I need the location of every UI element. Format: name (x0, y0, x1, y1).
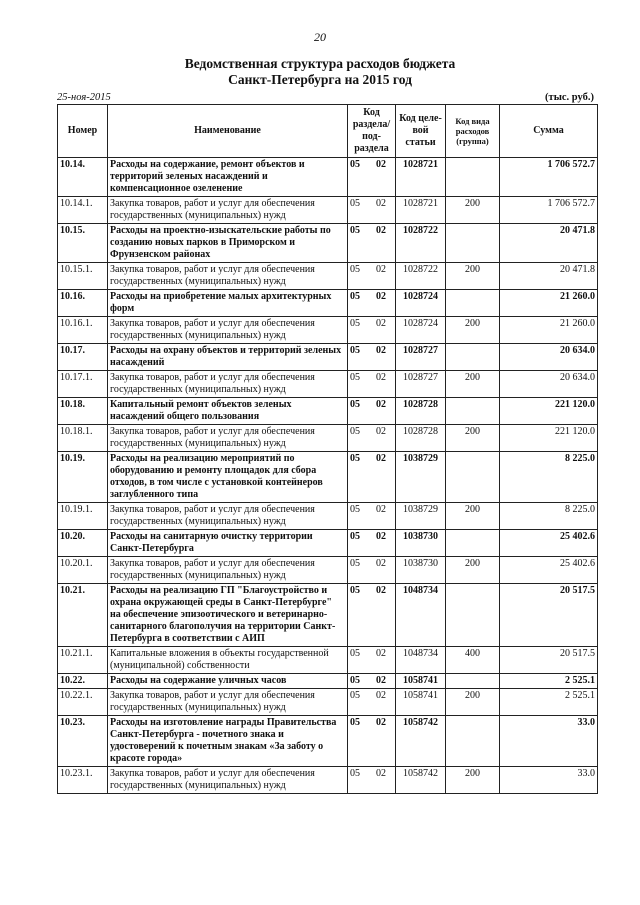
row-name: Закупка товаров, работ и услуг для обеспечения государственных (муниципальных) нужд (108, 425, 348, 452)
header-article-code: Код целе- вой статьи (396, 105, 446, 158)
row-number: 10.14.1. (58, 197, 108, 224)
row-section-code (348, 158, 396, 197)
row-expense-type (446, 158, 500, 197)
row-number: 10.14. (58, 158, 108, 197)
row-article-code: 1028724 (396, 317, 446, 344)
page-number: 20 (314, 30, 326, 44)
row-name: Расходы на приобретение малых архитектурных форм (108, 290, 348, 317)
row-sum: 2 525.1 (500, 689, 598, 716)
row-expense-type: 200 (446, 557, 500, 584)
row-sum: 20 517.5 (500, 584, 598, 647)
row-number: 10.21. (58, 584, 108, 647)
row-name: Закупка товаров, работ и услуг для обеспечения государственных (муниципальных) нужд (108, 263, 348, 290)
row-name: Закупка товаров, работ и услуг для обеспечения государственных (муниципальных) нужд (108, 317, 348, 344)
units-label: (тыс. руб.) (545, 92, 594, 103)
title-line-2: Санкт-Петербурга на 2015 год (228, 72, 412, 87)
subsection-code: 02 (376, 372, 386, 383)
row-article-code: 1028724 (396, 290, 446, 317)
row-name: Расходы на реализацию ГП "Благоустройство и охрана окружающей среды в Санкт-Петербурге" на обеспечение эпизоотического и ветеринарно-санитарного благополучия на территории Санкт-Петербурга в соответствии с АИП (108, 584, 348, 647)
row-expense-type: 200 (446, 767, 500, 794)
row-name: Закупка товаров, работ и услуг для обеспечения государственных (муниципальных) нужд (108, 689, 348, 716)
row-sum: 25 402.6 (500, 530, 598, 557)
row-section-code (348, 689, 396, 716)
subsection-code: 02 (376, 675, 386, 686)
row-sum: 33.0 (500, 767, 598, 794)
row-expense-type (446, 452, 500, 503)
row-sum: 20 634.0 (500, 371, 598, 398)
section-code: 05 (350, 558, 360, 569)
subsection-code: 02 (376, 504, 386, 515)
section-code: 05 (350, 648, 360, 659)
row-expense-type: 200 (446, 371, 500, 398)
table-row (58, 557, 598, 584)
row-section-code (348, 290, 396, 317)
row-number: 10.23. (58, 716, 108, 767)
section-code: 05 (350, 264, 360, 275)
row-number: 10.15. (58, 224, 108, 263)
row-expense-type (446, 224, 500, 263)
row-sum: 20 471.8 (500, 224, 598, 263)
row-sum: 20 517.5 (500, 647, 598, 674)
row-sum: 8 225.0 (500, 503, 598, 530)
header-expense-type: Код вида расходов (группа) (446, 105, 500, 158)
section-code: 05 (350, 453, 360, 464)
row-expense-type (446, 716, 500, 767)
row-article-code: 1038729 (396, 503, 446, 530)
row-article-code: 1028722 (396, 224, 446, 263)
row-article-code: 1058742 (396, 716, 446, 767)
row-article-code: 1038730 (396, 530, 446, 557)
row-sum: 1 706 572.7 (500, 197, 598, 224)
row-article-code: 1058742 (396, 767, 446, 794)
subsection-code: 02 (376, 426, 386, 437)
row-section-code (348, 557, 396, 584)
subsection-code: 02 (376, 768, 386, 779)
row-sum: 2 525.1 (500, 674, 598, 689)
header-number: Номер (58, 105, 108, 158)
row-article-code: 1028727 (396, 344, 446, 371)
row-name: Расходы на содержание, ремонт объектов и территорий зеленых насаждений и компенсационное озеленение (108, 158, 348, 197)
subsection-code: 02 (376, 345, 386, 356)
row-name: Капитальные вложения в объекты государственной (муниципальной) собственности (108, 647, 348, 674)
section-code: 05 (350, 225, 360, 236)
row-sum: 20 471.8 (500, 263, 598, 290)
table-row (58, 767, 598, 794)
row-section-code (348, 767, 396, 794)
row-number: 10.18.1. (58, 425, 108, 452)
row-number: 10.16.1. (58, 317, 108, 344)
table-row (58, 584, 598, 647)
row-article-code: 1028728 (396, 398, 446, 425)
subsection-code: 02 (376, 318, 386, 329)
subsection-code: 02 (376, 453, 386, 464)
section-code: 05 (350, 768, 360, 779)
row-expense-type (446, 398, 500, 425)
row-article-code: 1028721 (396, 158, 446, 197)
section-code: 05 (350, 717, 360, 728)
table-row (58, 398, 598, 425)
section-code: 05 (350, 198, 360, 209)
row-sum: 221 120.0 (500, 425, 598, 452)
row-number: 10.16. (58, 290, 108, 317)
row-article-code: 1048734 (396, 584, 446, 647)
row-number: 10.21.1. (58, 647, 108, 674)
subsection-code: 02 (376, 225, 386, 236)
table-row (58, 224, 598, 263)
document-date: 25-ноя-2015 (57, 92, 111, 103)
row-expense-type (446, 344, 500, 371)
row-number: 10.19. (58, 452, 108, 503)
table-row (58, 290, 598, 317)
subsection-code: 02 (376, 264, 386, 275)
row-expense-type: 400 (446, 647, 500, 674)
header-section-code: Код раздела/ под- раздела (348, 105, 396, 158)
row-section-code (348, 425, 396, 452)
title-line-1: Ведомственная структура расходов бюджета (184, 56, 456, 71)
row-name: Расходы на изготовление награды Правительства Санкт-Петербурга - почетного знака и удостоверений к почетным знакам «За заботу о красоте города» (108, 716, 348, 767)
row-number: 10.17. (58, 344, 108, 371)
row-expense-type (446, 584, 500, 647)
row-number: 10.23.1. (58, 767, 108, 794)
row-expense-type: 200 (446, 503, 500, 530)
row-number: 10.20.1. (58, 557, 108, 584)
budget-table (57, 104, 598, 794)
subsection-code: 02 (376, 648, 386, 659)
section-code: 05 (350, 504, 360, 515)
section-code: 05 (350, 585, 360, 596)
row-section-code (348, 197, 396, 224)
table-row (58, 647, 598, 674)
table-row (58, 425, 598, 452)
row-name: Закупка товаров, работ и услуг для обеспечения государственных (муниципальных) нужд (108, 557, 348, 584)
row-section-code (348, 317, 396, 344)
table-header-row (58, 105, 598, 158)
row-name: Капитальный ремонт объектов зеленых насаждений общего пользования (108, 398, 348, 425)
section-code: 05 (350, 372, 360, 383)
row-sum: 21 260.0 (500, 290, 598, 317)
row-section-code (348, 647, 396, 674)
row-section-code (348, 716, 396, 767)
row-expense-type: 200 (446, 689, 500, 716)
header-sum: Сумма (500, 105, 598, 158)
row-name: Расходы на охрану объектов и территорий зеленых насаждений (108, 344, 348, 371)
section-code: 05 (350, 426, 360, 437)
row-expense-type (446, 290, 500, 317)
row-article-code: 1028721 (396, 197, 446, 224)
table-row (58, 674, 598, 689)
row-name: Расходы на проектно-изыскательские работы по созданию новых парков в Приморском и Фрунзенском районах (108, 224, 348, 263)
row-number: 10.22. (58, 674, 108, 689)
row-section-code (348, 530, 396, 557)
table-row (58, 530, 598, 557)
row-number: 10.20. (58, 530, 108, 557)
row-number: 10.22.1. (58, 689, 108, 716)
subsection-code: 02 (376, 291, 386, 302)
row-name: Закупка товаров, работ и услуг для обеспечения государственных (муниципальных) нужд (108, 197, 348, 224)
row-name: Закупка товаров, работ и услуг для обеспечения государственных (муниципальных) нужд (108, 767, 348, 794)
row-sum: 33.0 (500, 716, 598, 767)
section-code: 05 (350, 291, 360, 302)
row-number: 10.15.1. (58, 263, 108, 290)
subsection-code: 02 (376, 159, 386, 170)
row-sum: 21 260.0 (500, 317, 598, 344)
row-sum: 1 706 572.7 (500, 158, 598, 197)
table-row (58, 158, 598, 197)
section-code: 05 (350, 690, 360, 701)
table-row (58, 197, 598, 224)
row-number: 10.18. (58, 398, 108, 425)
row-article-code: 1038729 (396, 452, 446, 503)
row-number: 10.17.1. (58, 371, 108, 398)
table-body (58, 158, 598, 794)
row-expense-type: 200 (446, 263, 500, 290)
row-expense-type (446, 674, 500, 689)
row-expense-type: 200 (446, 197, 500, 224)
table-row (58, 317, 598, 344)
section-code: 05 (350, 675, 360, 686)
subsection-code: 02 (376, 399, 386, 410)
section-code: 05 (350, 531, 360, 542)
table-row (58, 503, 598, 530)
header-name: Наименование (108, 105, 348, 158)
row-name: Закупка товаров, работ и услуг для обеспечения государственных (муниципальных) нужд (108, 503, 348, 530)
row-article-code: 1038730 (396, 557, 446, 584)
row-name: Расходы на санитарную очистку территории Санкт-Петербурга (108, 530, 348, 557)
row-article-code: 1028728 (396, 425, 446, 452)
subsection-code: 02 (376, 531, 386, 542)
row-sum: 8 225.0 (500, 452, 598, 503)
row-sum: 20 634.0 (500, 344, 598, 371)
table-row (58, 344, 598, 371)
subsection-code: 02 (376, 690, 386, 701)
row-expense-type (446, 530, 500, 557)
table-row (58, 452, 598, 503)
row-sum: 25 402.6 (500, 557, 598, 584)
section-code: 05 (350, 399, 360, 410)
row-number: 10.19.1. (58, 503, 108, 530)
subsection-code: 02 (376, 585, 386, 596)
row-article-code: 1048734 (396, 647, 446, 674)
row-section-code (348, 344, 396, 371)
row-article-code: 1058741 (396, 674, 446, 689)
row-article-code: 1028727 (396, 371, 446, 398)
row-section-code (348, 452, 396, 503)
row-name: Расходы на содержание уличных часов (108, 674, 348, 689)
row-name: Закупка товаров, работ и услуг для обеспечения государственных (муниципальных) нужд (108, 371, 348, 398)
row-article-code: 1058741 (396, 689, 446, 716)
row-section-code (348, 371, 396, 398)
table-row (58, 263, 598, 290)
row-section-code (348, 584, 396, 647)
section-code: 05 (350, 345, 360, 356)
section-code: 05 (350, 159, 360, 170)
row-expense-type: 200 (446, 425, 500, 452)
row-section-code (348, 263, 396, 290)
document-title (0, 56, 640, 88)
section-code: 05 (350, 318, 360, 329)
row-name: Расходы на реализацию мероприятий по оборудованию и ремонту площадок для сбора отходов, в том числе с установкой контейнеров заглубленного типа (108, 452, 348, 503)
row-section-code (348, 224, 396, 263)
row-expense-type: 200 (446, 317, 500, 344)
table-row (58, 371, 598, 398)
row-section-code (348, 674, 396, 689)
table-row (58, 689, 598, 716)
row-section-code (348, 398, 396, 425)
row-sum: 221 120.0 (500, 398, 598, 425)
table-row (58, 716, 598, 767)
subsection-code: 02 (376, 558, 386, 569)
subsection-code: 02 (376, 198, 386, 209)
subsection-code: 02 (376, 717, 386, 728)
row-section-code (348, 503, 396, 530)
row-article-code: 1028722 (396, 263, 446, 290)
